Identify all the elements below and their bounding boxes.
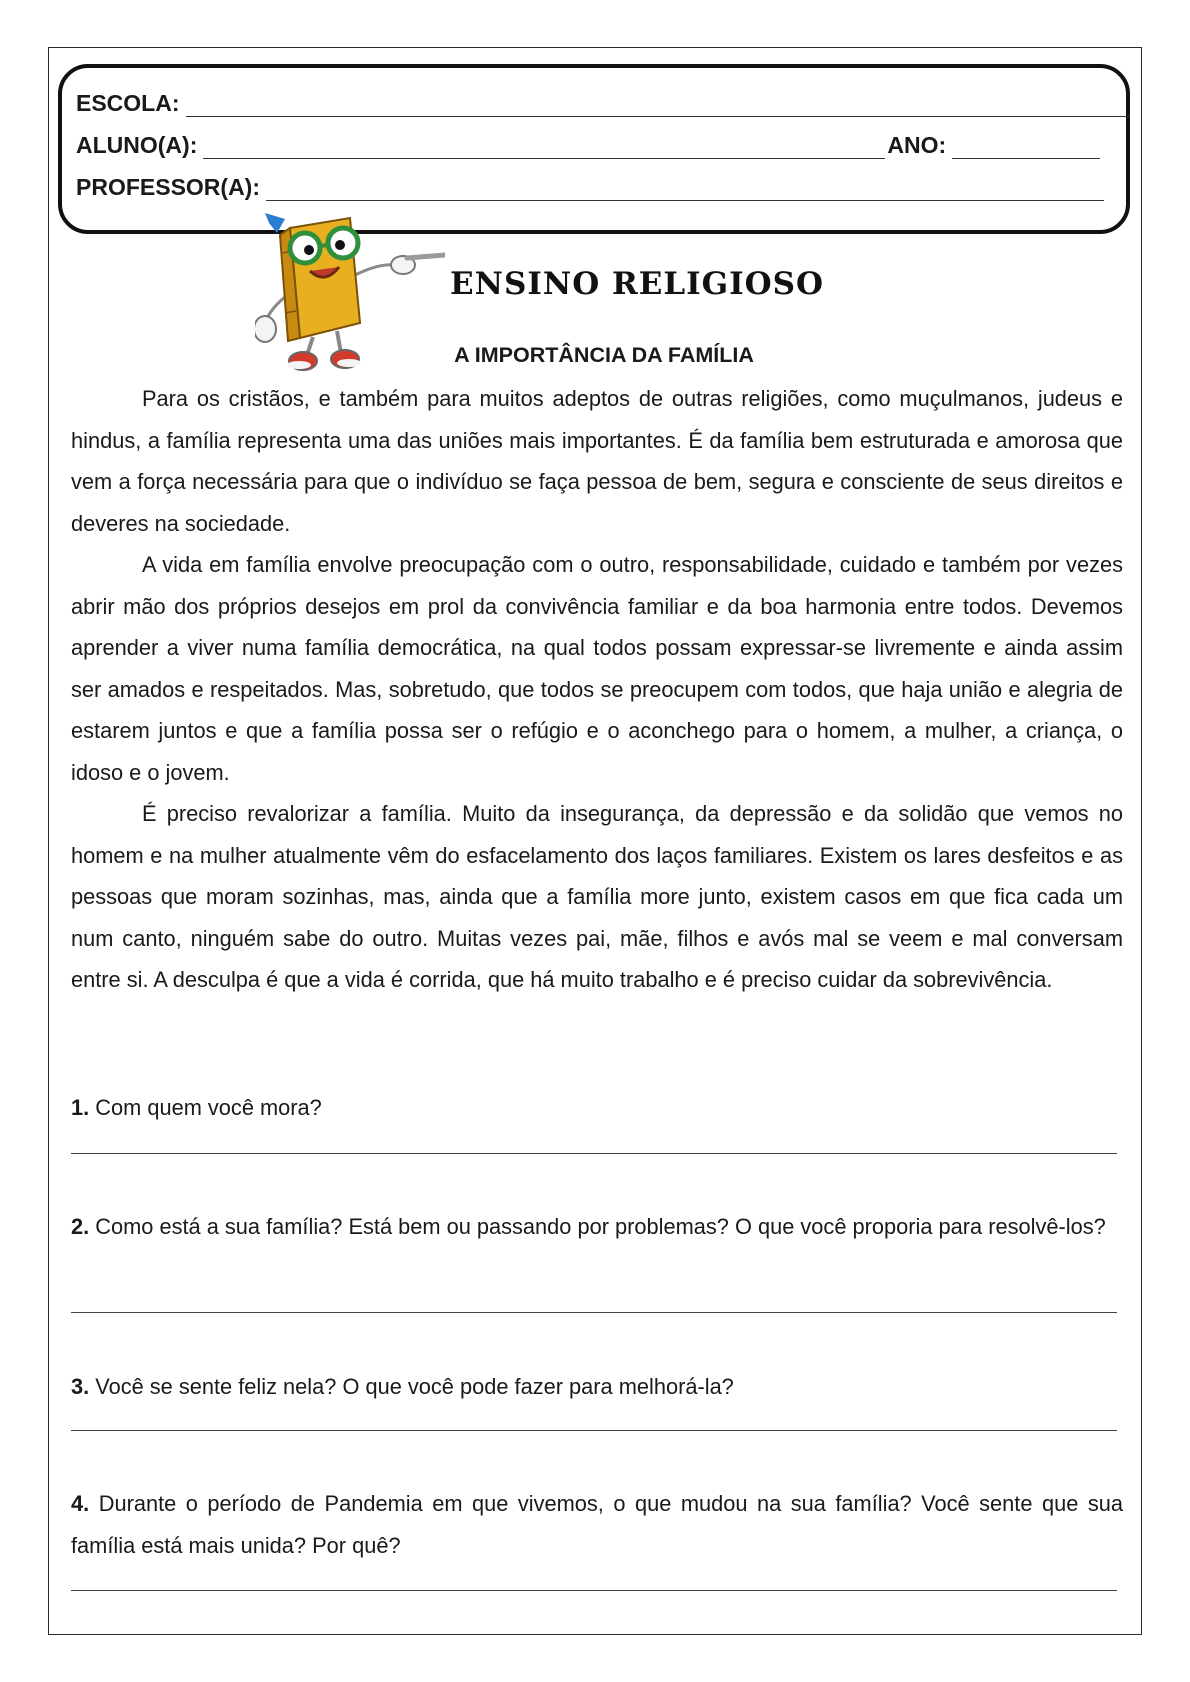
teacher-field[interactable] <box>266 180 1104 201</box>
paragraph: Para os cristãos, e também para muitos adeptos de outras religiões, como muçulmanos, judeus e hindus, a família representa uma das uniões mais importantes. É da família bem estruturada e amorosa que vem a força necessária para que o indivíduo se faça pessoa de bem, segura e consciente de seus direitos e deveres na sociedade. <box>71 386 1123 536</box>
question-4 <box>71 1483 1123 1566</box>
student-label: ALUNO(A): <box>76 132 198 158</box>
teacher-label: PROFESSOR(A): <box>76 174 260 200</box>
question-text: Durante o período de Pandemia em que vivemos, o que mudou na sua família? Você sente que sua família está mais unida? Por quê? <box>71 1491 1123 1558</box>
answer-line-1[interactable] <box>71 1153 1117 1154</box>
question-2 <box>71 1206 1123 1248</box>
question-text: Você se sente feliz nela? O que você pode fazer para melhorá-la? <box>95 1374 734 1399</box>
question-number: 1. <box>71 1095 90 1120</box>
school-row <box>76 90 1130 117</box>
year-label: ANO: <box>887 132 947 158</box>
header-box <box>58 64 1130 234</box>
answer-line-3[interactable] <box>71 1430 1117 1431</box>
article-body <box>71 378 1123 1001</box>
paragraph: A vida em família envolve preocupação com o outro, responsabilidade, cuidado e também por vezes abrir mão dos próprios desejos em prol da convivência familiar e da boa harmonia entre todos. Devemos aprender a viver numa família democrática, na qual todos possam expressar-se livremente e ainda assim ser amados e respeitados. Mas, sobretudo, que todos se preocupem com todos, que haja união e alegria de estarem juntos e que a família possa ser o refúgio e o aconchego para o homem, a mulher, a criança, o idoso e o jovem. <box>71 552 1123 785</box>
question-number: 4. <box>71 1491 90 1516</box>
teacher-row <box>76 174 1104 201</box>
page-title: ENSINO RELIGIOSO <box>450 266 825 302</box>
question-1 <box>71 1087 1123 1129</box>
year-field[interactable] <box>952 138 1100 159</box>
section-subtitle <box>0 343 1190 368</box>
question-number: 2. <box>71 1214 90 1239</box>
student-row <box>76 132 1100 159</box>
question-number: 3. <box>71 1374 90 1399</box>
question-text: Como está a sua família? Está bem ou passando por problemas? O que você proporia para resolvê-los? <box>95 1214 1106 1239</box>
answer-line-4[interactable] <box>71 1590 1117 1591</box>
school-field[interactable] <box>186 96 1130 117</box>
student-field[interactable] <box>203 138 885 159</box>
subtitle-text: A IMPORTÂNCIA DA FAMÍLIA <box>454 343 754 367</box>
school-label: ESCOLA: <box>76 90 180 116</box>
question-text: Com quem você mora? <box>95 1095 322 1120</box>
question-3 <box>71 1366 1123 1408</box>
answer-line-2[interactable] <box>71 1312 1117 1313</box>
paragraph: É preciso revalorizar a família. Muito da insegurança, da depressão e da solidão que vemos no homem e na mulher atualmente vêm do esfacelamento dos laços familiares. Existem os lares desfeitos e as pessoas que moram sozinhas, mas, ainda que a família more junto, existem casos em que fica cada um num canto, ninguém sabe do outro. Muitas vezes pai, mãe, filhos e avós mal se veem e mal conversam entre si. A desculpa é que a vida é corrida, que há muito trabalho e é preciso cuidar da sobrevivência. <box>71 801 1123 992</box>
